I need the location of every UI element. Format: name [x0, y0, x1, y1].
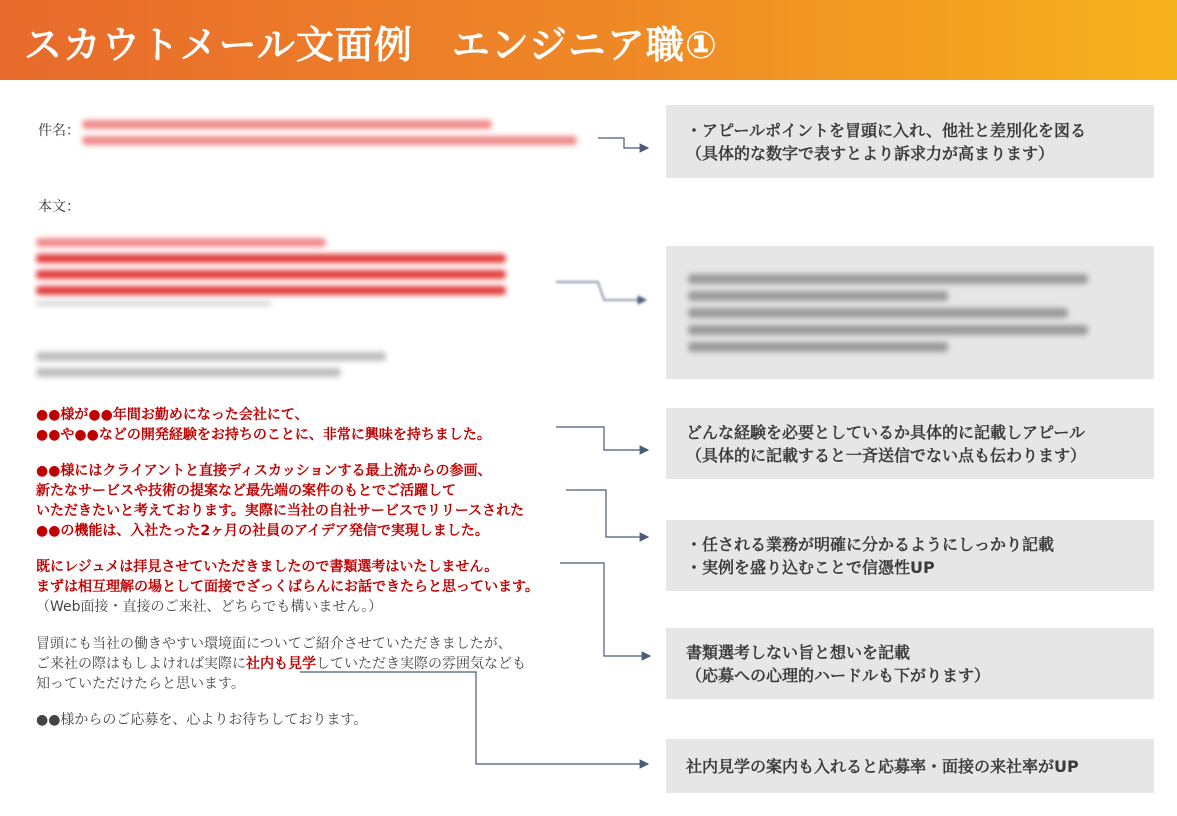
connector-5 [560, 563, 650, 656]
text-line: まずは相互理解の場として面接でざっくばらんにお話できたらと思っています。 [36, 579, 539, 595]
annotation-line: 書類選考しない旨と想いを記載 [686, 642, 911, 662]
text-segment: ご来社の際はもしよければ実際に [36, 656, 246, 672]
text-line: 新たなサービスや技術の提案など最先端の案件のもとでご活躍して [36, 483, 456, 499]
connector-6 [300, 672, 648, 764]
office-tour-highlight: 社内も見学 [246, 656, 316, 672]
text-line: （Web面接・直接のご来社、どちらでも構いません。） [36, 599, 383, 615]
annotation-line: ・任される業務が明確に分かるようにしっかり記載 [686, 534, 1055, 554]
annotation-line: 社内見学の案内も入れると応募率・面接の来社率がUP [686, 756, 1079, 776]
text-line: ●●の機能は、入社たった2ヶ月の社員のアイデア発信で実現しました。 [36, 523, 489, 539]
text-line: いただきたいと考えております。実際に当社の自社サービスでリリースされた [36, 503, 525, 519]
closing-line: ●●様からのご応募を、心よりお待ちしております。 [36, 712, 368, 728]
page-title: スカウトメール文面例 エンジニア職① [24, 23, 719, 67]
text-segment: していただき実際の雰囲気なども [316, 656, 526, 672]
text-line: ●●様にはクライアントと直接ディスカッションする最上流からの参画、 [36, 463, 492, 479]
annotation-line: ・アピールポイントを冒頭に入れ、他社と差別化を図る [686, 120, 1087, 140]
text-line: 既にレジュメは拝見させていただきましたので書類選考はいたしません。 [36, 559, 499, 575]
subject-label: 件名： [38, 123, 80, 139]
connector-1 [598, 138, 648, 148]
text-line: ●●や●●などの開発経験をお持ちのことに、非常に興味を持ちました。 [36, 427, 491, 443]
text-line: 知っていただけたらと思います。 [36, 676, 245, 692]
annotation-line: （具体的に記載すると一斉送信でない点も伝わります） [686, 445, 1087, 465]
text-line: ●●様が●●年間お勤めになった会社にて、 [36, 407, 309, 423]
body-label: 本文： [38, 199, 80, 215]
connector-2 [556, 282, 646, 300]
annotation-line: ・実例を盛り込むことで信憑性UP [686, 557, 935, 577]
annotation-line: （応募への心理的ハードルも下がります） [686, 665, 991, 685]
annotation-line: どんな経験を必要としているか具体的に記載しアピール [686, 422, 1086, 442]
connector-4 [566, 490, 648, 537]
text-line: 冒頭にも当社の働きやすい環境面についてご紹介させていただきましたが、 [36, 636, 512, 652]
connector-3 [556, 427, 648, 450]
annotation-line: （具体的な数字で表すとより訴求力が高まります） [686, 143, 1055, 163]
